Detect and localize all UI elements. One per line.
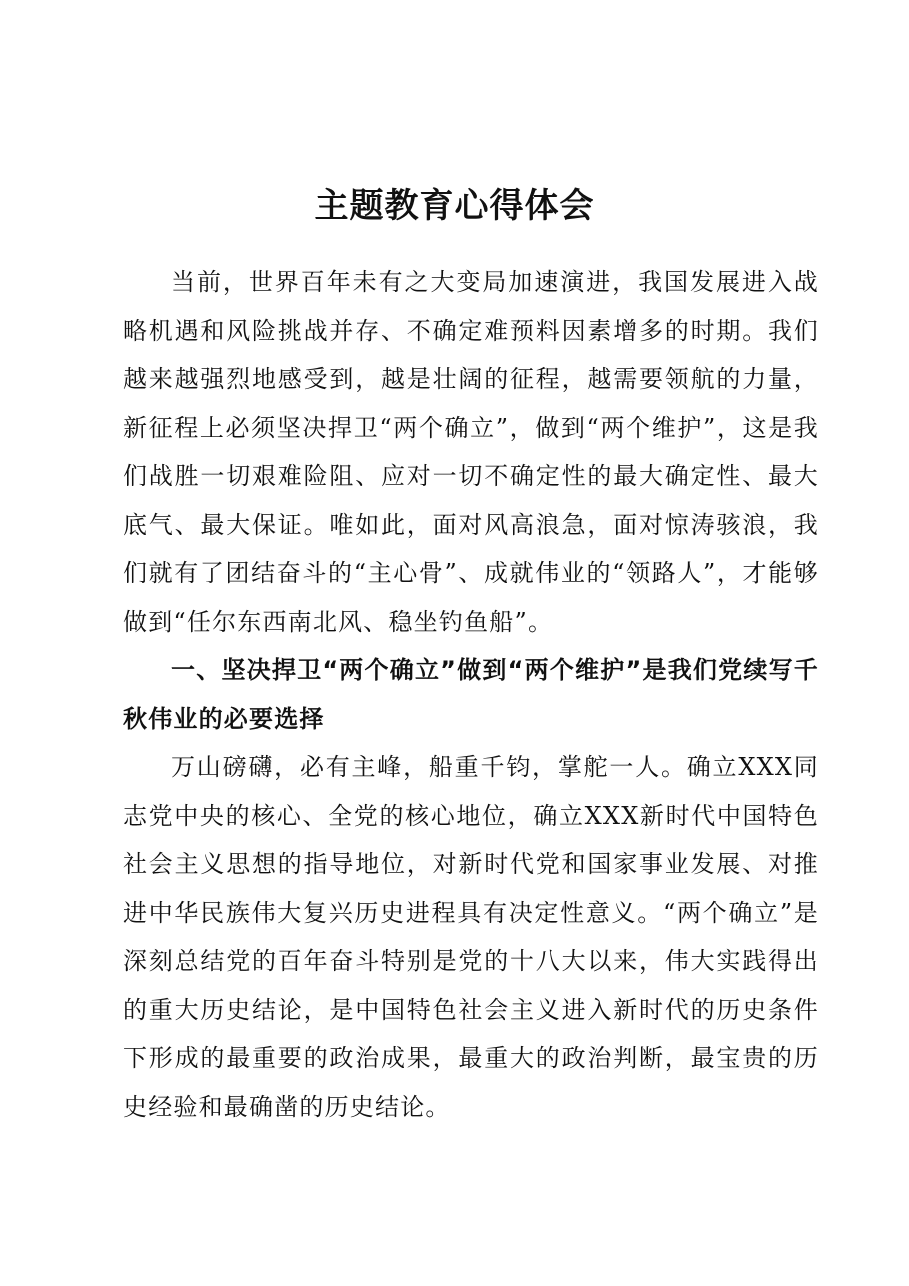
section-heading: 一、坚决捍卫“两个确立”做到“两个维护”是我们党续写千秋伟业的必要选择 (123, 656, 819, 733)
intro-paragraph: 当前，世界百年未有之大变局加速演进，我国发展进入战略机遇和风险挑战并存、不确定难预料因素增多的时期。我们越来越强烈地感受到，越是壮阔的征程，越需要领航的力量，新征程上必须坚决捍卫“两个确立”，做到“两个维护”，这是我们战胜一切艰难险阻、应对一切不确定性的最大确定性、最大底气、最大保证。唯如此，面对风高浪急，面对惊涛骇浪，我们就有了团结奋斗的“主心骨”、成就伟业的“领路人”，才能够做到“任尔东西南北风、稳坐钓鱼船”。 (123, 268, 819, 636)
document-body (123, 258, 819, 1131)
document-title: 主题教育心得体会 (314, 186, 595, 226)
section-paragraph: 万山磅礴，必有主峰，船重千钧，掌舵一人。确立XXX同志党中央的核心、全党的核心地位，确立XXX新时代中国特色社会主义思想的指导地位，对新时代党和国家事业发展、对推进中华民族伟大复兴历史进程具有决定性意义。“两个确立”是深刻总结党的百年奋斗特别是党的十八大以来，伟大实践得出的重大历史结论，是中国特色社会主义进入新时代的历史条件下形成的最重要的政治成果，最重大的政治判断，最宝贵的历史经验和最确凿的历史结论。 (123, 753, 819, 1121)
